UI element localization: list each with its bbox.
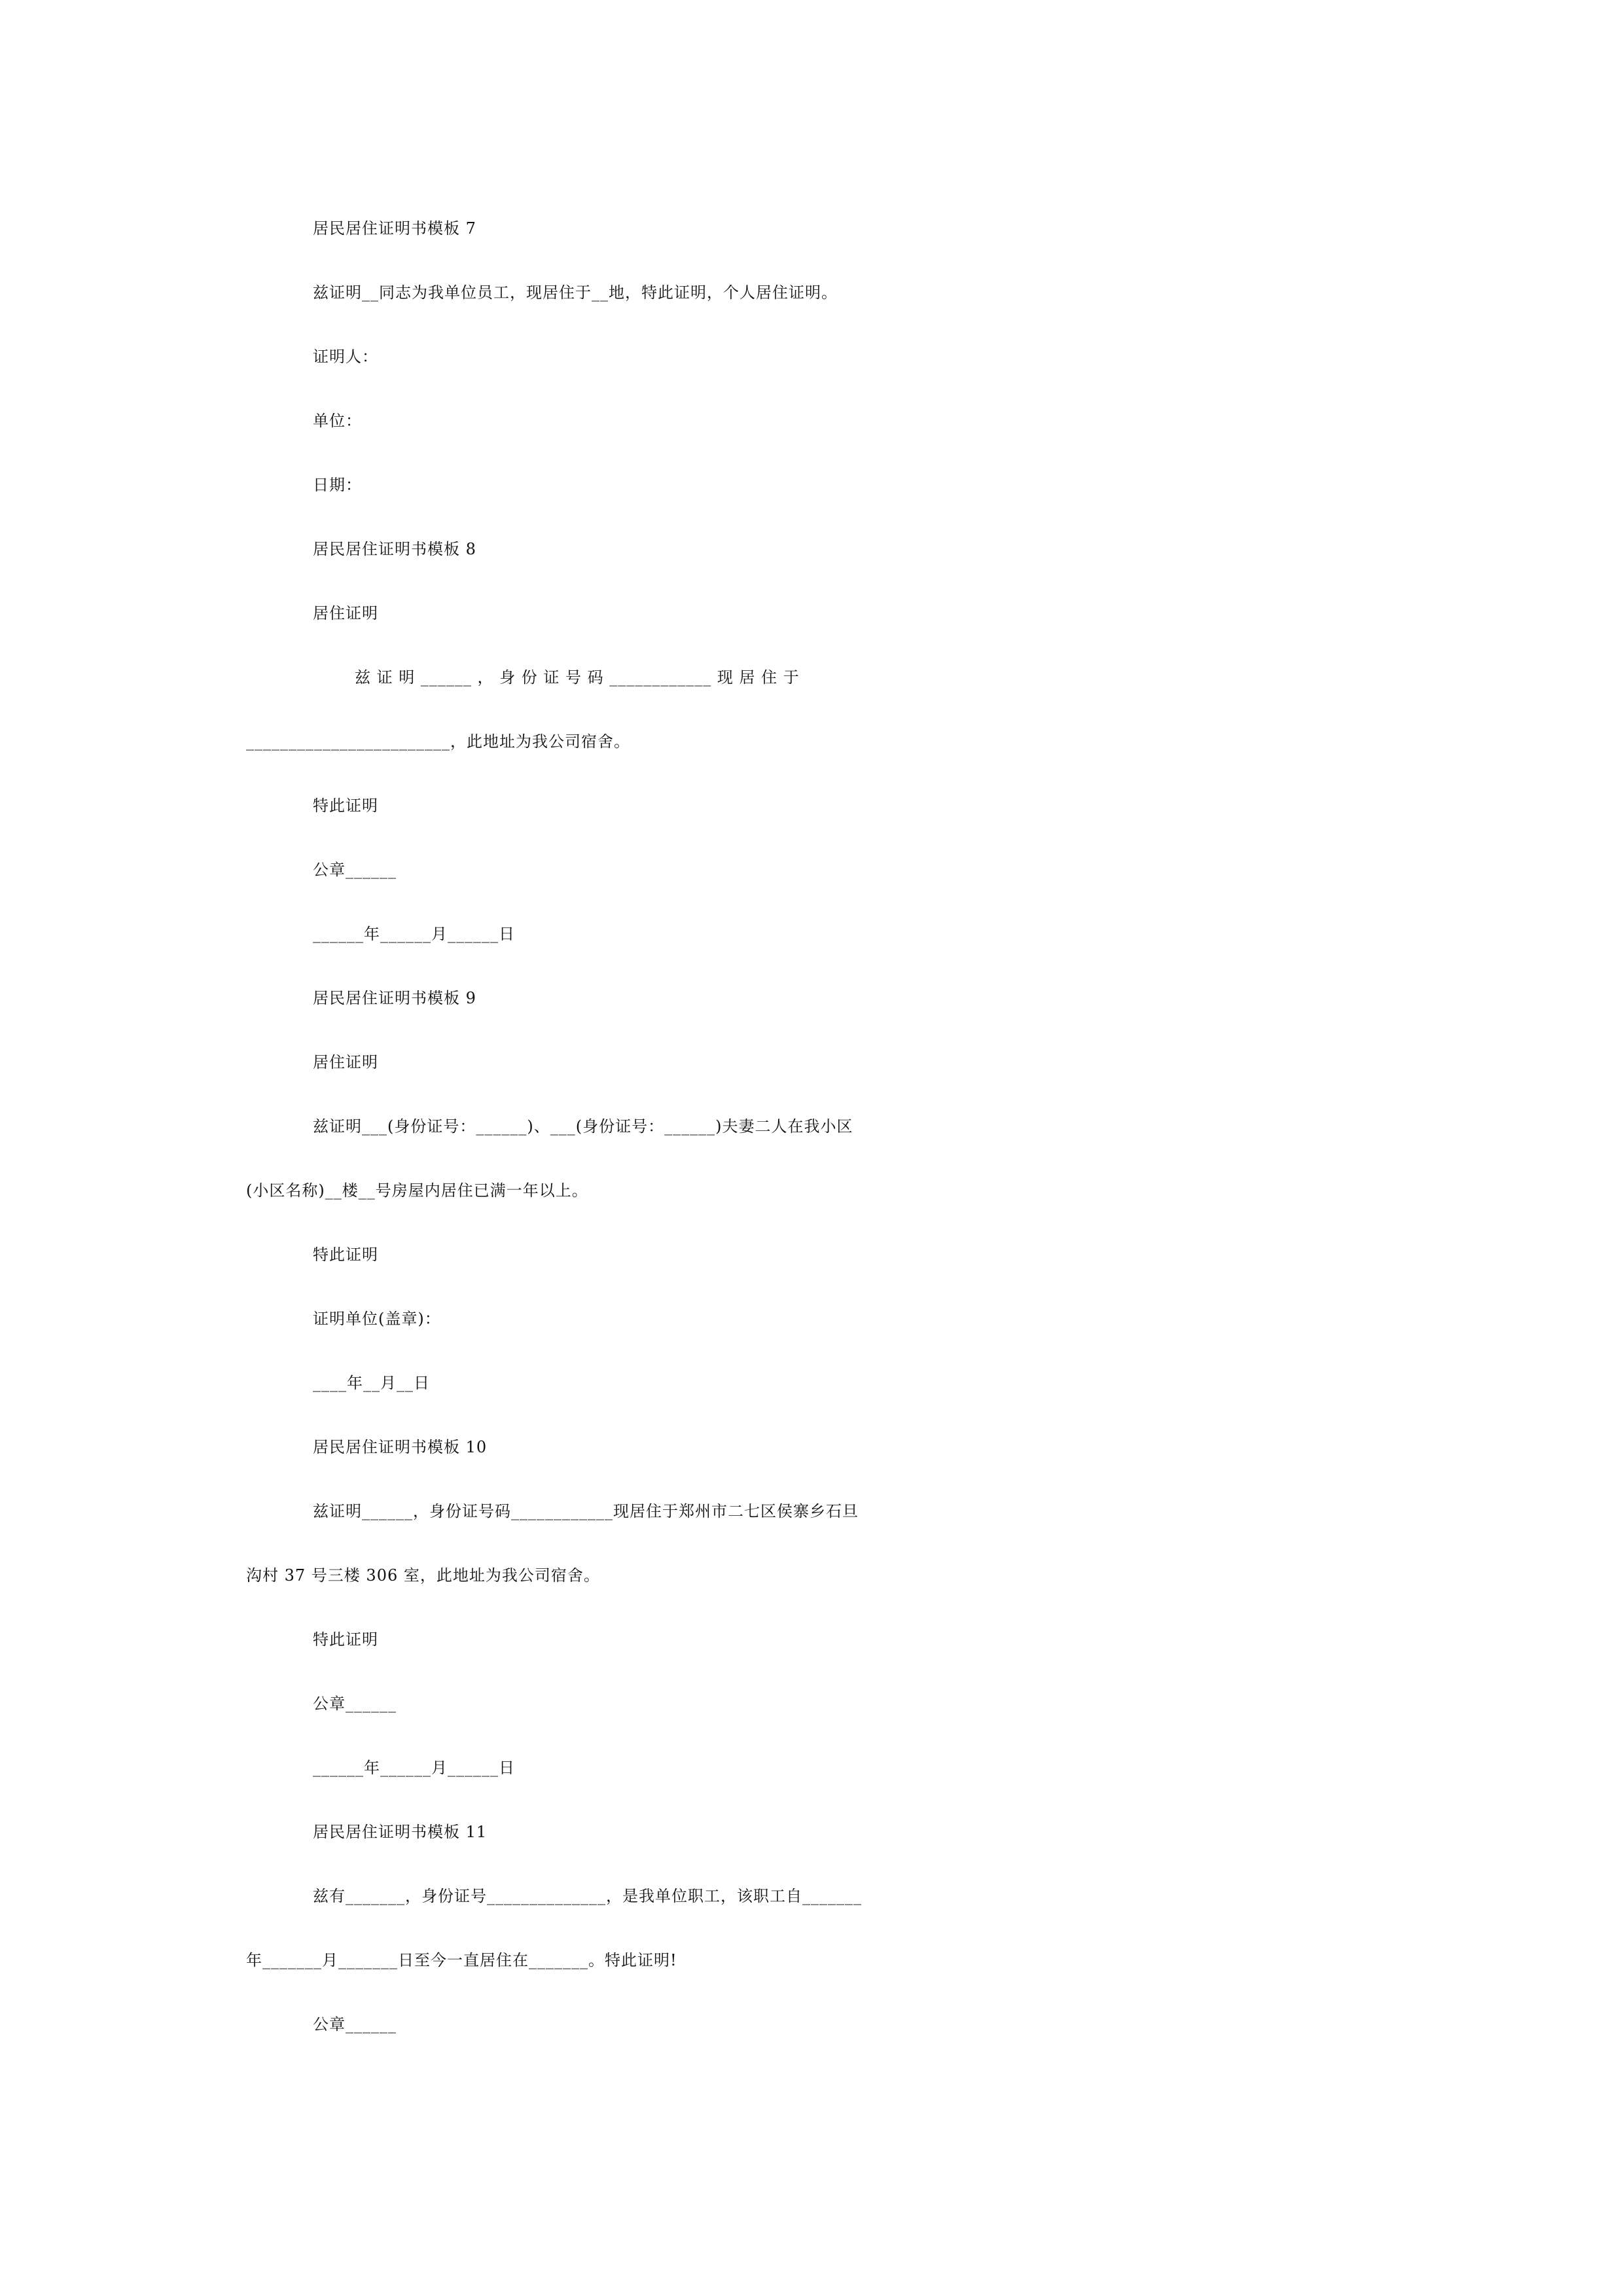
template-11-seal: 公章______ — [313, 2015, 397, 2034]
template-9-title: 居住证明 — [313, 1053, 378, 1071]
template-10-seal: 公章______ — [313, 1695, 397, 1713]
template-10-date: ______年______月______日 — [313, 1759, 515, 1777]
template-8-body-line-1: 兹 证 明 ______ ， 身 份 证 号 码 ____________ 现 居 住 于 — [355, 668, 800, 687]
template-8-date: ______年______月______日 — [313, 925, 515, 943]
template-8-seal: 公章______ — [313, 861, 397, 879]
template-8-hereby: 特此证明 — [313, 797, 378, 815]
template-11-body-line-2: 年_______月_______日至今一直居住在_______。特此证明! — [246, 1951, 677, 1969]
template-9-hereby: 特此证明 — [313, 1246, 378, 1264]
template-7-certifier: 证明人： — [313, 348, 378, 366]
template-9-date: ____年__月__日 — [313, 1374, 430, 1392]
template-10-body-line-1: 兹证明______，身份证号码____________现居住于郑州市二七区侯寨乡石旦 — [313, 1502, 859, 1520]
template-8-title: 居住证明 — [313, 604, 378, 622]
template-10-body-line-2: 沟村 37 号三楼 306 室，此地址为我公司宿舍。 — [246, 1566, 600, 1585]
template-11-heading: 居民居住证明书模板 11 — [313, 1823, 488, 1841]
template-8-body-line-2: ________________________，此地址为我公司宿舍。 — [246, 732, 630, 751]
template-9-heading: 居民居住证明书模板 9 — [313, 989, 476, 1007]
template-11-body-line-1: 兹有_______，身份证号______________，是我单位职工，该职工自_______ — [313, 1887, 862, 1905]
template-7-unit: 单位： — [313, 412, 362, 430]
template-7-body: 兹证明__同志为我单位员工，现居住于__地，特此证明，个人居住证明。 — [313, 283, 838, 302]
template-8-heading: 居民居住证明书模板 8 — [313, 540, 476, 558]
template-9-issuer: 证明单位(盖章)： — [313, 1310, 441, 1328]
template-10-hereby: 特此证明 — [313, 1630, 378, 1649]
template-10-heading: 居民居住证明书模板 10 — [313, 1438, 488, 1456]
template-9-body-line-1: 兹证明___(身份证号：______)、___(身份证号：______)夫妻二人在我小区 — [313, 1117, 853, 1136]
template-9-body-line-2: (小区名称)__楼__号房屋内居住已满一年以上。 — [246, 1181, 588, 1200]
template-7-heading: 居民居住证明书模板 7 — [313, 219, 476, 238]
template-7-date: 日期： — [313, 476, 362, 494]
